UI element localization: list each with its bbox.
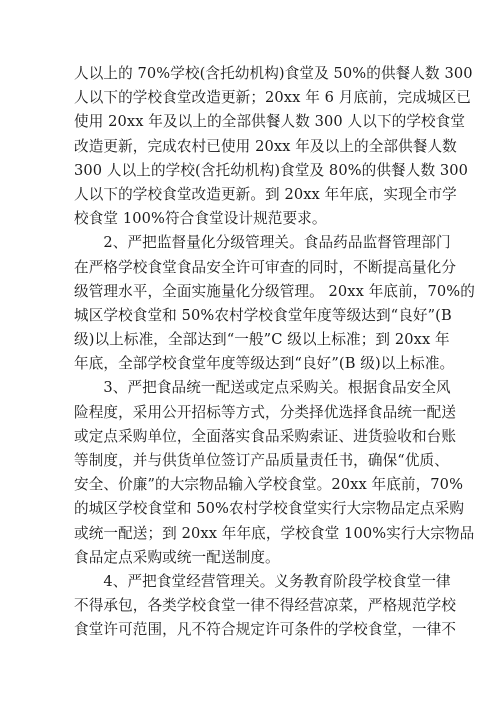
text-line: 人以下的学校食堂改造更新。到 20xx 年年底，实现全市学 — [74, 185, 457, 203]
text-line: 食品定点采购或统一配送制度。 — [74, 548, 280, 566]
text-line: 校食堂 100%符合食堂设计规范要求。 — [74, 210, 327, 228]
text-line: 的城区学校食堂和 50%农村学校食堂实行大宗物品定点采购 — [74, 500, 465, 518]
text-line: 级)以上标准，全部达到“一般”C 级以上标准；到 20xx 年 — [74, 331, 450, 349]
text-line: 使用 20xx 年及以上的全部供餐人数 300 人以下的学校食堂 — [74, 113, 466, 131]
text-line: 人以上的 70%学校(含托幼机构)食堂及 50%的供餐人数 300 — [74, 65, 473, 82]
paragraph-2-line: 2、严把监督量化分级管理关。食品药品监督管理部门 — [74, 234, 451, 252]
text-line: 300 人以上的学校(含托幼机构)食堂及 80%的供餐人数 300 — [74, 161, 469, 179]
paragraph-4-line: 4、严把食堂经营管理关。义务教育阶段学校食堂一律 — [74, 572, 451, 590]
text-line: 或统一配送；到 20xx 年年底，学校食堂 100%实行大宗物品 — [74, 524, 475, 542]
text-line: 等制度，并与供货单位签订产品质量责任书，确保“优质、 — [74, 452, 449, 469]
text-line: 食堂许可范围，凡不符合规定许可条件的学校食堂，一律不 — [74, 621, 457, 639]
text-line: 在严格学校食堂食品安全许可审查的同时，不断提高量化分 — [74, 258, 457, 276]
text-line: 城区学校食堂和 50%农村学校食堂年度等级达到“良好”(B — [74, 306, 452, 324]
text-line: 不得承包，各类学校食堂一律不得经营凉菜，严格规范学校 — [74, 597, 457, 615]
document-body — [74, 62, 475, 643]
text-line: 险程度，采用公开招标等方式，分类择优选择食品统一配送 — [74, 403, 457, 421]
text-line: 年底，全部学校食堂年度等级达到“良好”(B 级)以上标准。 — [74, 355, 455, 373]
text-line: 安全、价廉”的大宗物品输入学校食堂。20xx 年底前，70% — [74, 476, 464, 494]
text-line: 级管理水平，全面实施量化分级管理。 20xx 年底前，70%的 — [74, 282, 475, 300]
text-line: 人以下的学校食堂改造更新；20xx 年 6 月底前，完成城区已 — [74, 89, 471, 107]
paragraph-3-line: 3、严把食品统一配送或定点采购关。根据食品安全风 — [74, 379, 451, 397]
text-line: 改造更新，完成农村已使用 20xx 年及以上的全部供餐人数 — [74, 137, 457, 155]
text-line: 或定点采购单位，全面落实食品采购索证、进货验收和台账 — [74, 427, 457, 445]
